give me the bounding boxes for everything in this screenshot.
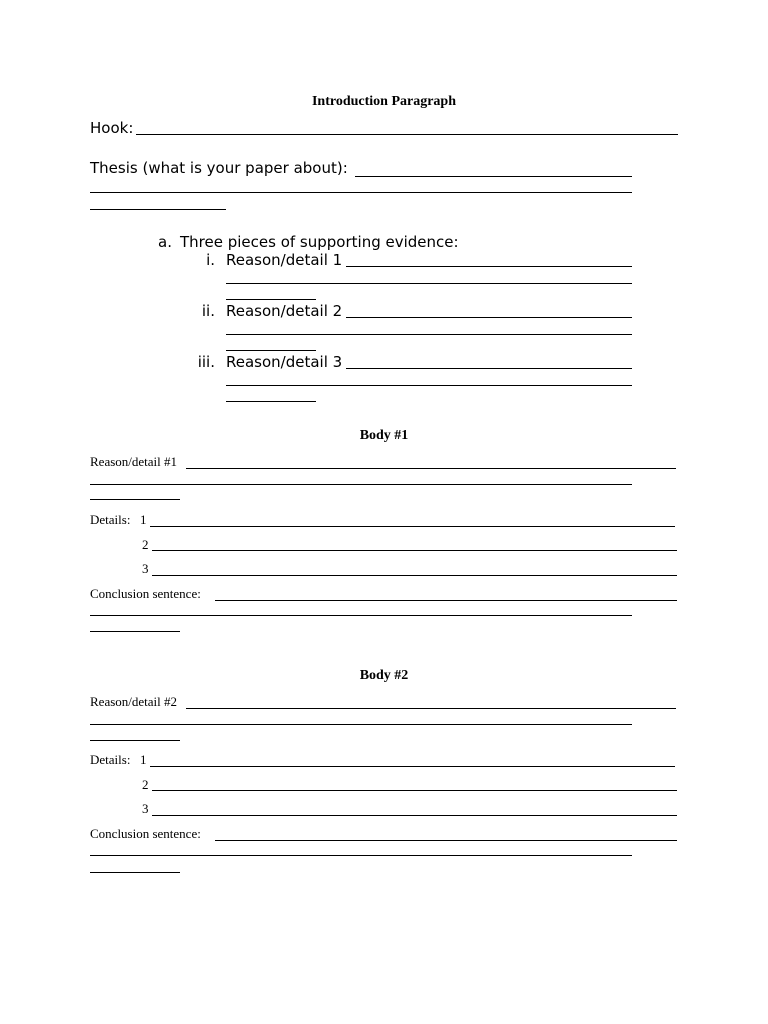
intro-title: Introduction Paragraph (311, 94, 457, 109)
body-1-detail-3-answer-line[interactable] (152, 575, 677, 576)
body-1-conclusion-answer-line[interactable] (215, 600, 677, 601)
body-2-reason-answer-line[interactable] (90, 740, 180, 741)
reason-1-answer-line[interactable] (226, 283, 632, 284)
reason-1-label: Reason/detail 1 (226, 251, 343, 269)
body-1-reason-label: Reason/detail #1 (90, 454, 178, 469)
reason-3-answer-line[interactable] (226, 385, 632, 386)
body-2-title: Body #2 (359, 668, 409, 683)
reason-2-answer-line[interactable] (226, 334, 632, 335)
body-1-reason-answer-line[interactable] (90, 499, 180, 500)
thesis-label: Thesis (what is your paper about): (90, 159, 348, 177)
body-2-detail-2-number: 2 (142, 777, 149, 792)
thesis-answer-line[interactable] (90, 209, 226, 210)
body-2-detail-1-answer-line[interactable] (150, 766, 675, 767)
body-1-details-label: Details: (90, 512, 131, 527)
body-2-detail-1-number: 1 (140, 752, 147, 767)
body-2-conclusion-answer-line[interactable] (215, 840, 677, 841)
reason-2-numeral: ii. (201, 302, 215, 320)
body-2-reason-answer-line[interactable] (186, 708, 676, 709)
body-1-detail-3-number: 3 (142, 561, 149, 576)
hook-label: Hook: (90, 119, 134, 137)
body-1-title: Body #1 (359, 428, 409, 443)
body-2-detail-3-answer-line[interactable] (152, 815, 677, 816)
body-2-conclusion-label: Conclusion sentence: (90, 826, 201, 841)
body-1-conclusion-answer-line[interactable] (90, 631, 180, 632)
thesis-answer-line[interactable] (355, 176, 632, 177)
reason-2-answer-line[interactable] (346, 317, 632, 318)
body-2-conclusion-answer-line[interactable] (90, 872, 180, 873)
body-2-detail-3-number: 3 (142, 801, 149, 816)
evidence-label: Three pieces of supporting evidence: (180, 233, 459, 251)
body-2-conclusion-answer-line[interactable] (90, 855, 632, 856)
reason-1-answer-line[interactable] (346, 266, 632, 267)
thesis-answer-line[interactable] (90, 192, 632, 193)
body-2-reason-answer-line[interactable] (90, 724, 632, 725)
body-2-details-label: Details: (90, 752, 131, 767)
body-1-detail-1-answer-line[interactable] (150, 526, 675, 527)
body-1-reason-answer-line[interactable] (186, 468, 676, 469)
body-1-conclusion-answer-line[interactable] (90, 615, 632, 616)
reason-3-label: Reason/detail 3 (226, 353, 343, 371)
reason-3-answer-line[interactable] (346, 368, 632, 369)
reason-1-numeral: i. (206, 251, 215, 269)
body-2-reason-label: Reason/detail #2 (90, 694, 178, 709)
body-1-detail-2-number: 2 (142, 537, 149, 552)
reason-2-answer-line[interactable] (226, 350, 316, 351)
evidence-marker: a. (158, 233, 172, 251)
body-1-detail-2-answer-line[interactable] (152, 550, 677, 551)
hook-answer-line[interactable] (136, 134, 678, 135)
body-2-detail-2-answer-line[interactable] (152, 790, 677, 791)
reason-1-answer-line[interactable] (226, 299, 316, 300)
body-1-reason-answer-line[interactable] (90, 484, 632, 485)
reason-2-label: Reason/detail 2 (226, 302, 343, 320)
body-1-conclusion-label: Conclusion sentence: (90, 586, 201, 601)
reason-3-answer-line[interactable] (226, 401, 316, 402)
reason-3-numeral: iii. (197, 353, 215, 371)
body-1-detail-1-number: 1 (140, 512, 147, 527)
